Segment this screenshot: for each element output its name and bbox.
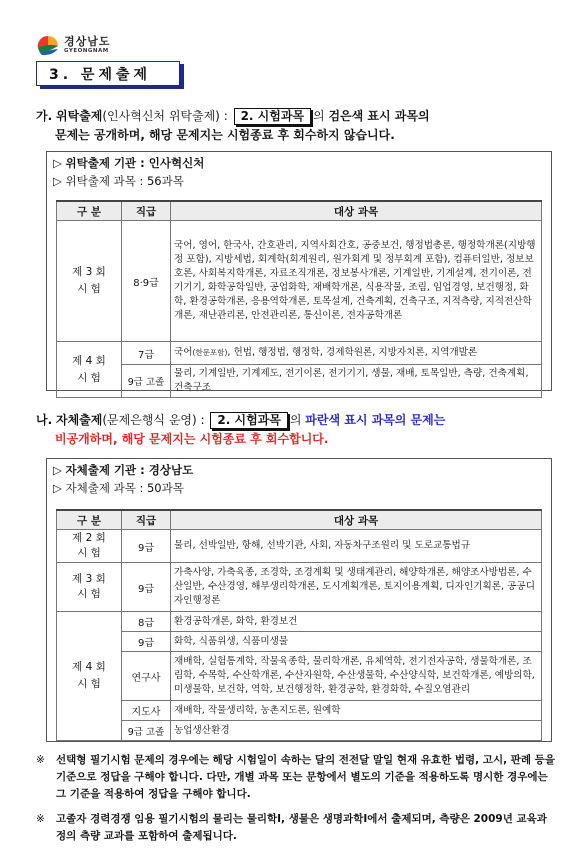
part-a-suffix: 의 xyxy=(313,109,325,123)
table-row xyxy=(57,342,542,365)
table-header-row xyxy=(57,510,542,530)
grade-cell: 연구사 xyxy=(122,652,171,701)
subjects-cell: 재배학, 작물생리학, 농촌지도론, 원예학 xyxy=(171,701,542,721)
part-b-colon: : xyxy=(200,413,205,427)
section-title: 3. 문제출제 xyxy=(36,61,180,86)
grade-cell: 9급 xyxy=(122,530,171,563)
note-mark: ※ xyxy=(36,813,45,825)
part-a-colon: : xyxy=(223,109,228,123)
col-header-group: 구 분 xyxy=(57,510,122,530)
part-a-boxed-ref: 2. 시험과목 xyxy=(234,108,311,125)
grade-cell: 9급 xyxy=(122,632,171,652)
grade-cell: 지도사 xyxy=(122,701,171,721)
note-2 xyxy=(36,811,556,845)
table-row xyxy=(57,721,542,741)
part-a-table xyxy=(56,200,542,398)
grade-cell: 9급 고졸 xyxy=(122,721,171,741)
grade-cell: 9급 고졸 xyxy=(122,365,171,398)
grade-cell: 8·9급 xyxy=(122,221,171,342)
grade-cell: 8급 xyxy=(122,612,171,632)
subjects-cell: 물리, 선박일반, 항해, 선박기관, 사회, 자동차구조원리 및 도로교통법규 xyxy=(171,530,542,563)
group-cell: 제 2 회 시 험 xyxy=(57,530,122,563)
part-a-heading xyxy=(36,107,556,145)
part-b-label: 자체출제 xyxy=(55,413,103,427)
part-a-agency: ▷ 위탁출제 기관 : 인사혁신처 xyxy=(53,156,205,170)
part-b-paren: (문제은행식 운영) xyxy=(102,413,197,427)
logo-name-english: GYEONGNAM xyxy=(64,47,109,54)
col-header-subjects: 대상 과목 xyxy=(171,510,542,530)
group-cell: 제 3 회 시 험 xyxy=(57,563,122,612)
part-b-boxed-ref: 2. 시험과목 xyxy=(210,412,287,429)
note-text: 선택형 필기시험 문제의 경우에는 해당 시험일이 속하는 달의 전전달 말일 현재 유효한 법령, 고시, 판례 등을 기준으로 정답을 구해야 합니다. 다만, 개별 과목 또는 문항에서 별도의 기준을 적용하도록 명시한 경우에는 그 기준을 적용하여 정답을 구해야 합니다. xyxy=(56,754,555,800)
table-row xyxy=(57,563,542,612)
subjects-cell: 농업생산환경 xyxy=(171,721,542,741)
part-b-line1-end: 파란색 표시 과목의 문제는 xyxy=(305,413,446,427)
table-row xyxy=(57,632,542,652)
gyeongnam-emblem-icon xyxy=(36,33,60,57)
logo-name-korean: 경상남도 xyxy=(64,34,111,48)
table-row xyxy=(57,701,542,721)
part-a-line2: 문제는 공개하며, 해당 문제지는 시험종료 후 회수하지 않습니다. xyxy=(55,128,395,142)
part-b-table xyxy=(56,509,542,741)
table-row xyxy=(57,221,542,342)
grade-cell: 7급 xyxy=(122,342,171,365)
col-header-subjects: 대상 과목 xyxy=(171,201,542,221)
part-b-agency: ▷ 자체출제 기관 : 경상남도 xyxy=(53,463,194,477)
subjects-cell: 국어(한문포함), 헌법, 행정법, 행정학, 경제학원론, 지방자치론, 지역개발론 xyxy=(171,342,542,365)
subjects-cell: 물리, 기계일반, 기계제도, 전기이론, 전기기기, 생물, 재배, 토목일반, 측량, 건축계획, 건축구조 xyxy=(171,365,542,398)
part-a-paren: (인사혁신처 위탁출제) xyxy=(102,109,220,123)
col-header-grade: 직급 xyxy=(122,201,171,221)
subjects-cell: 화학, 식품위생, 식품미생물 xyxy=(171,632,542,652)
note-1 xyxy=(36,752,556,803)
part-a-number: 가. xyxy=(36,109,53,123)
table-row xyxy=(57,530,542,563)
subjects-cell: 가축사양, 가축육종, 조경학, 조경계획 및 생태계관리, 해양학개론, 해양조사방법론, 수산일반, 수산경영, 해부생리학개론, 도시계획개론, 토지이용계획, 디자인기획론, 공공디자인행정론 xyxy=(171,563,542,612)
part-b-suffix: 의 xyxy=(289,413,302,427)
table-row xyxy=(57,652,542,701)
part-a-line1-end: 검은색 표시 과목의 xyxy=(328,109,430,123)
part-a-label: 위탁출제 xyxy=(55,109,103,123)
subjects-cell: 환경공학개론, 화학, 환경보건 xyxy=(171,612,542,632)
part-b-line2: 비공개하며, 해당 문제지는 시험종료 후 회수합니다. xyxy=(55,432,329,446)
table-row xyxy=(57,612,542,632)
table-row xyxy=(57,365,542,398)
part-b-number: 나. xyxy=(36,413,53,427)
group-cell: 제 4 회 시 험 xyxy=(57,612,122,741)
table-header-row xyxy=(57,201,542,221)
part-a-count: ▷ 위탁출제 과목 : 56과목 xyxy=(53,174,184,188)
gyeongnam-logo xyxy=(36,32,111,58)
group-cell: 제 3 회 시 험 xyxy=(57,221,122,342)
part-b-count: ▷ 자체출제 과목 : 50과목 xyxy=(53,481,184,495)
group-cell: 제 4 회 시 험 xyxy=(57,342,122,398)
part-b-heading xyxy=(36,411,556,449)
note-text: 고졸자 경력경쟁 임용 필기시험의 물리는 물리학Ⅰ, 생물은 생명과학Ⅰ에서 출제되며, 측량은 2009년 교육과정의 측량 교과를 포함하여 출제됩니다. xyxy=(56,813,547,842)
col-header-grade: 직급 xyxy=(122,510,171,530)
subjects-cell: 재배학, 실험통계학, 작물육종학, 물리학개론, 유체역학, 전기전자공학, 생물학개론, 조림학, 수목학, 수산학개론, 수산자원학, 수산생물학, 수산양식학, 보건학개론, 예방의학, 미생물학, 보건학, 역학, 보건행정학, 환경공학, 환경화학, 수질오염관리 xyxy=(171,652,542,701)
grade-cell: 9급 xyxy=(122,563,171,612)
note-mark: ※ xyxy=(36,754,45,766)
col-header-group: 구 분 xyxy=(57,201,122,221)
subjects-cell: 국어, 영어, 한국사, 간호관리, 지역사회간호, 공중보건, 행정법총론, 행정학개론(지방행정 포함), 지방세법, 회계학(회계원리, 원가회계 및 정부회계 포함), 컴퓨터일반, 정보보호론, 사회복지학개론, 자료조직개론, 정보봉사개론, 기계일반, 기계설계, 전기이론, 전기기기, 화학공학일반, 공업화학, 재배학개론, 식용작물, 조림, 임업경영, 보건행정, 화학, 환경공학개론, 응용역학개론, 토목설계, 건축계획, 건축구조, 지적측량, 지적전산학개론, 재난관리론, 안전관리론, 통신이론, 전자공학개론 xyxy=(171,221,542,342)
